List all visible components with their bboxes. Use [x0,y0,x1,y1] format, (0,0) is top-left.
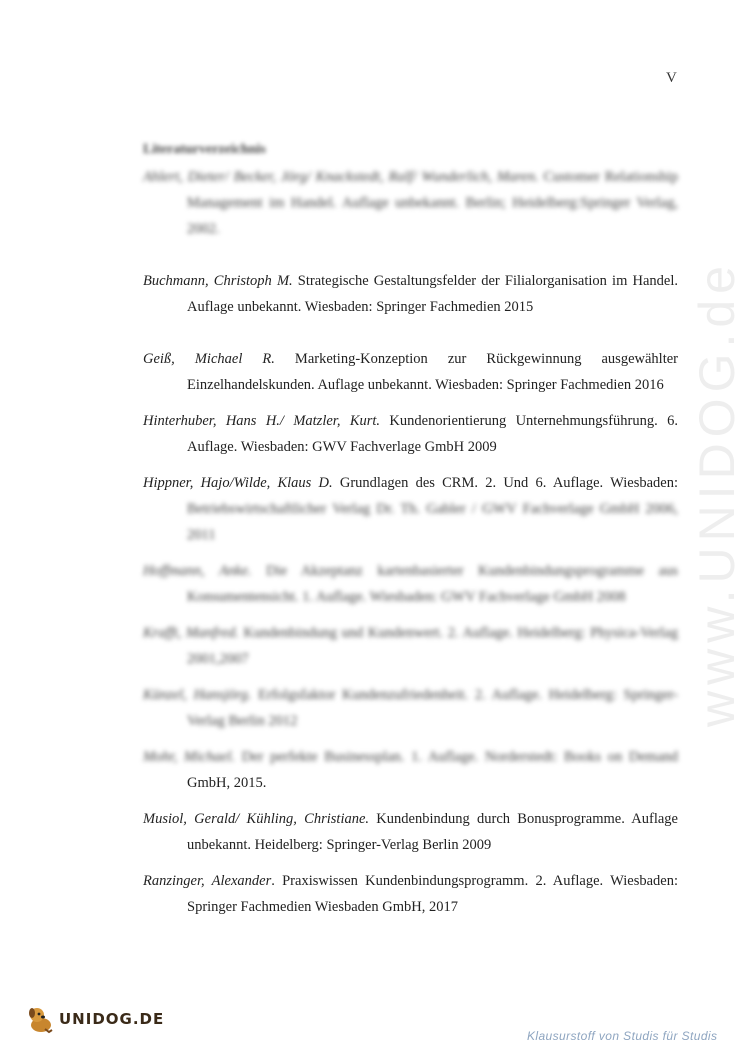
entry-author: Ahlert, Dieter/ Becker, Jörg/ Knackstedt, Ralf/ Wunderlich, Maren. [143,169,539,185]
entry-text: Kundenorientierung Unternehmungsführung. 6. Auflage. Wiesbaden: GWV Fachverlage GmbH 2009 [187,413,678,455]
bibliography-entry [143,164,678,242]
bibliography-entry [143,868,678,920]
unidog-logo[interactable] [25,1003,164,1035]
entry-author: Hoffmann, Anke. [143,563,252,579]
dog-icon [25,1003,57,1035]
watermark: www.UNIDOG.de [689,260,745,727]
bibliography-entry [143,268,678,320]
entry-author: Hippner, Hajo/Wilde, Klaus D. [143,475,333,491]
entry-text-continued: Betriebswirtschaftlicher Verlag Dr. Th. Gabler / GWV Fachverlage GmbH 2006, 2011 [187,501,678,543]
page-title: Literaturverzeichnis [143,142,266,157]
entry-text: Marketing-Konzeption zur Rückgewinnung ausgewählter Einzelhandelskunden. Auflage unbekannt. Wiesbaden: Springer Fachmedien 2016 [187,351,678,393]
entry-text: Strategische Gestaltungsfelder der Filialorganisation im Handel. Auflage unbekannt. Wiesbaden: Springer Fachmedien 2015 [187,273,678,315]
entry-text: Der perfekte Businessplan. 1. Auflage. Norderstedt: Books on Demand [235,749,678,765]
page-number: V [666,70,677,86]
logo-text: UNIDOG.DE [59,1010,165,1028]
entry-text: Kundenbindung und Kundenwert. 2. Auflage. Heidelberg: Physica-Verlag 2001,2007 [187,625,678,667]
entry-text: Kundenbindung durch Bonusprogramme. Auflage unbekannt. Heidelberg: Springer-Verlag Berlin 2009 [187,811,678,853]
bibliography-entry [143,744,678,796]
entry-author: Mohr, Michael. [143,749,236,765]
bibliography-entry [143,682,678,734]
footer-tagline: Klausurstoff von Studis für Studis [527,1029,718,1043]
entry-text: Grundlagen des CRM. 2. Und 6. Auflage. Wiesbaden: [332,475,678,491]
bibliography-entry [143,346,678,398]
bibliography-entry [143,558,678,610]
bibliography-entry [143,408,678,460]
entry-text: Customer Relationship Management im Handel. Auflage unbekannt. Berlin; Heidelberg:Springer Verlag, 2002. [187,169,678,237]
entry-text: . Praxiswissen Kundenbindungsprogramm. 2. Auflage. Wiesbaden: Springer Fachmedien Wiesbaden GmbH, 2017 [187,873,678,915]
entry-text: Erfolgsfaktor Kundenzufriedenheit. 2. Auflage. Heidelberg: Springer-Verlag Berlin 2012 [187,687,678,729]
entry-text-continued: GmbH, 2015. [187,775,267,791]
entry-author: Geiß, Michael R. [143,351,275,367]
entry-author: Hinterhuber, Hans H./ Matzler, Kurt. [143,413,381,429]
entry-author: Ranzinger, Alexander [143,873,272,889]
entry-author: Musiol, Gerald/ Kühling, Christiane. [143,811,370,827]
bibliography-entry [143,470,678,548]
entry-text: Die Akzeptanz kartenbasierter Kundenbindungsprogramme aus Konsumentensicht. 1. Auflage. Wiesbaden: GWV Fachverlage GmbH 2008 [187,563,679,605]
entry-author: Buchmann, Christoph M. [143,273,293,289]
bibliography [143,142,678,920]
entry-author: Krafft, Manfred. [143,625,239,641]
bibliography-entry [143,620,678,672]
bibliography-entry [143,806,678,858]
entry-author: Künzel, Hansjörg. [143,687,252,703]
